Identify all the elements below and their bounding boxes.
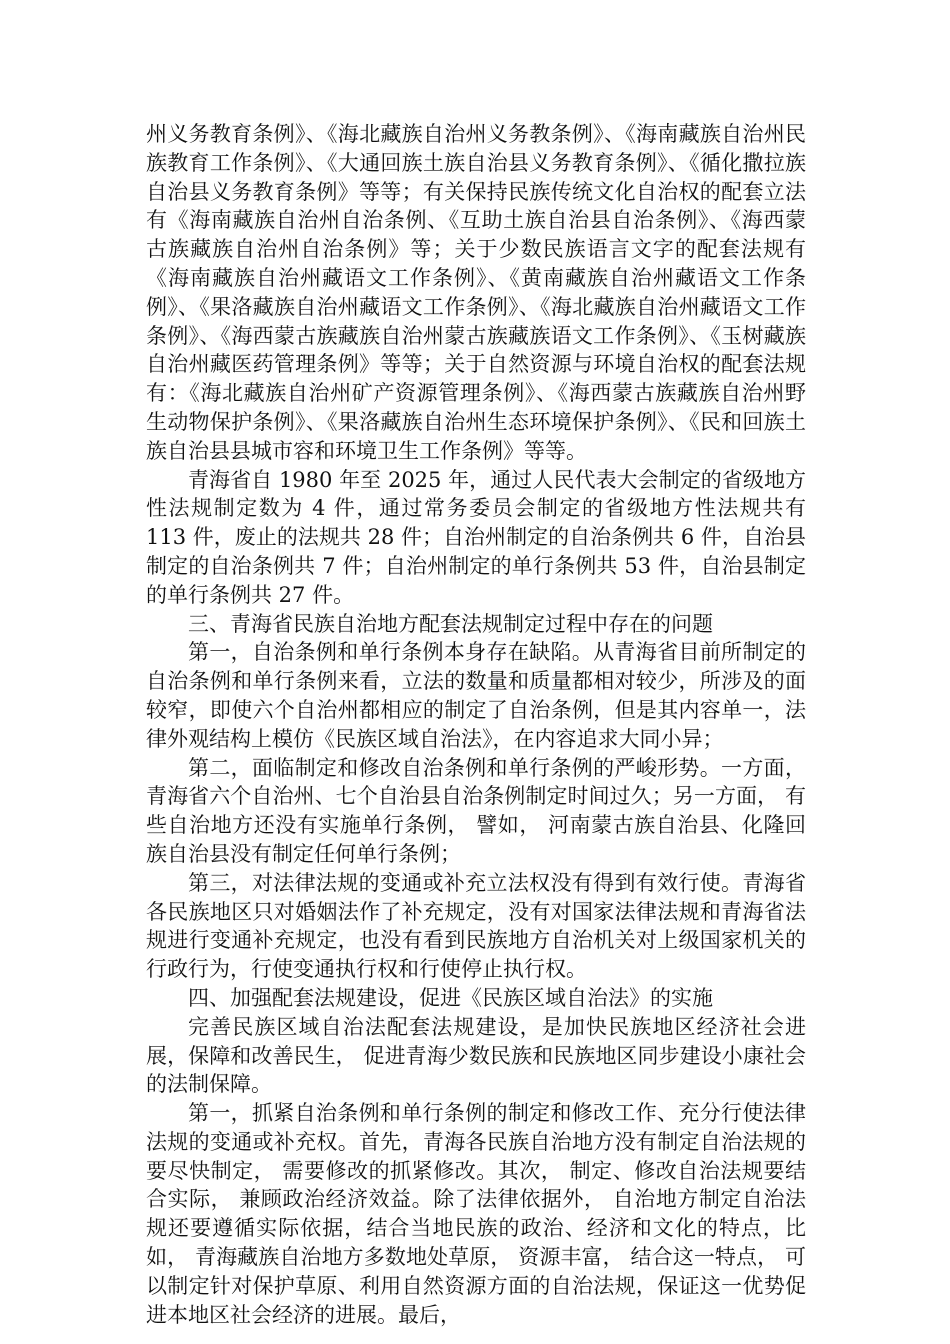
section-heading-four: 四、加强配套法规建设，促进《民族区域自治法》的实施	[188, 985, 713, 1010]
paragraph-problem-two: 第二，面临制定和修改自治条例和单行条例的严峻形势。一方面，青海省六个自治州、七个自治县自治条例制定时间过久；另一方面， 有些自治地方还没有实施单行条例， 譬如， 河南蒙古族自治县、化隆回族自治县没有制定任何单行条例；	[146, 755, 806, 866]
paragraph-intro-four: 完善民族区域自治法配套法规建设，是加快民族地区经济社会进展，保障和改善民生， 促进青海少数民族和民族地区同步建设小康社会的法制保障。	[146, 1014, 806, 1097]
paragraph-measure-one: 第一，抓紧自治条例和单行条例的制定和修改工作、充分行使法律法规的变通或补充权。首先，青海各民族自治地方没有制定自治法规的要尽快制定， 需要修改的抓紧修改。其次， 制定、修改自治法规要结合实际， 兼顾政治经济效益。除了法律依据外， 自治地方制定自治法规还要遵循实际依据，结合当地民族的政治、经济和文化的特点，比如， 青海藏族自治地方多数地处草原， 资源丰富， 结合这一特点， 可以制定针对保护草原、利用自然资源方面的自治法规，保证这一优势促进本地区社会经济的进展。最后，	[146, 1101, 806, 1327]
document-body	[146, 120, 806, 1329]
paragraph-problem-three: 第三，对法律法规的变通或补充立法权没有得到有效行使。青海省各民族地区只对婚姻法作了补充规定，没有对国家法律法规和青海省法规进行变通补充规定，也没有看到民族地方自治机关对上级国家机关的行政行为，行使变通执行权和行使停止执行权。	[146, 870, 806, 982]
section-heading-three: 三、青海省民族自治地方配套法规制定过程中存在的问题	[188, 611, 713, 636]
paragraph-continuation: 州义务教育条例》、《海北藏族自治州义务教条例》、《海南藏族自治州民族教育工作条例》、《大通回族土族自治县义务教育条例》、《循化撒拉族自治县义务教育条例》等等；有关保持民族传统文化自治权的配套立法有《海南藏族自治州自治条例、《互助土族自治县自治条例》、《海西蒙古族藏族自治州自治条例》等；关于少数民族语言文字的配套法规有《海南藏族自治州藏语文工作条例》、《黄南藏族自治州藏语文工作条例》、《果洛藏族自治州藏语文工作条例》、《海北藏族自治州藏语文工作条例》、《海西蒙古族藏族自治州蒙古族藏族语文工作条例》、《玉树藏族自治州藏医药管理条例》等等；关于自然资源与环境自治权的配套法规有：《海北藏族自治州矿产资源管理条例》、《海西蒙古族藏族自治州野生动物保护条例》、《果洛藏族自治州生态环境保护条例》、《民和回族土族自治县县城市容和环境卫生工作条例》等等。	[146, 122, 806, 463]
paragraph-statistics: 青海省自 1980 年至 2025 年，通过人民代表大会制定的省级地方性法规制定数为 4 件，通过常务委员会制定的省级地方性法规共有 113 件，废止的法规共 28 件；自治州制定的自治条例共 6 件，自治县制定的自治条例共 7 件；自治州制定的单行条例共 53 件，自治县制定的单行条例共 27 件。	[146, 467, 806, 607]
paragraph-problem-one: 第一，自治条例和单行条例本身存在缺陷。从青海省目前所制定的自治条例和单行条例来看，立法的数量和质量都相对较少，所涉及的面较窄，即使六个自治州都相应的制定了自治条例，但是其内容单一，法律外观结构上模仿《民族区域自治法》，在内容追求大同小异；	[146, 640, 806, 751]
